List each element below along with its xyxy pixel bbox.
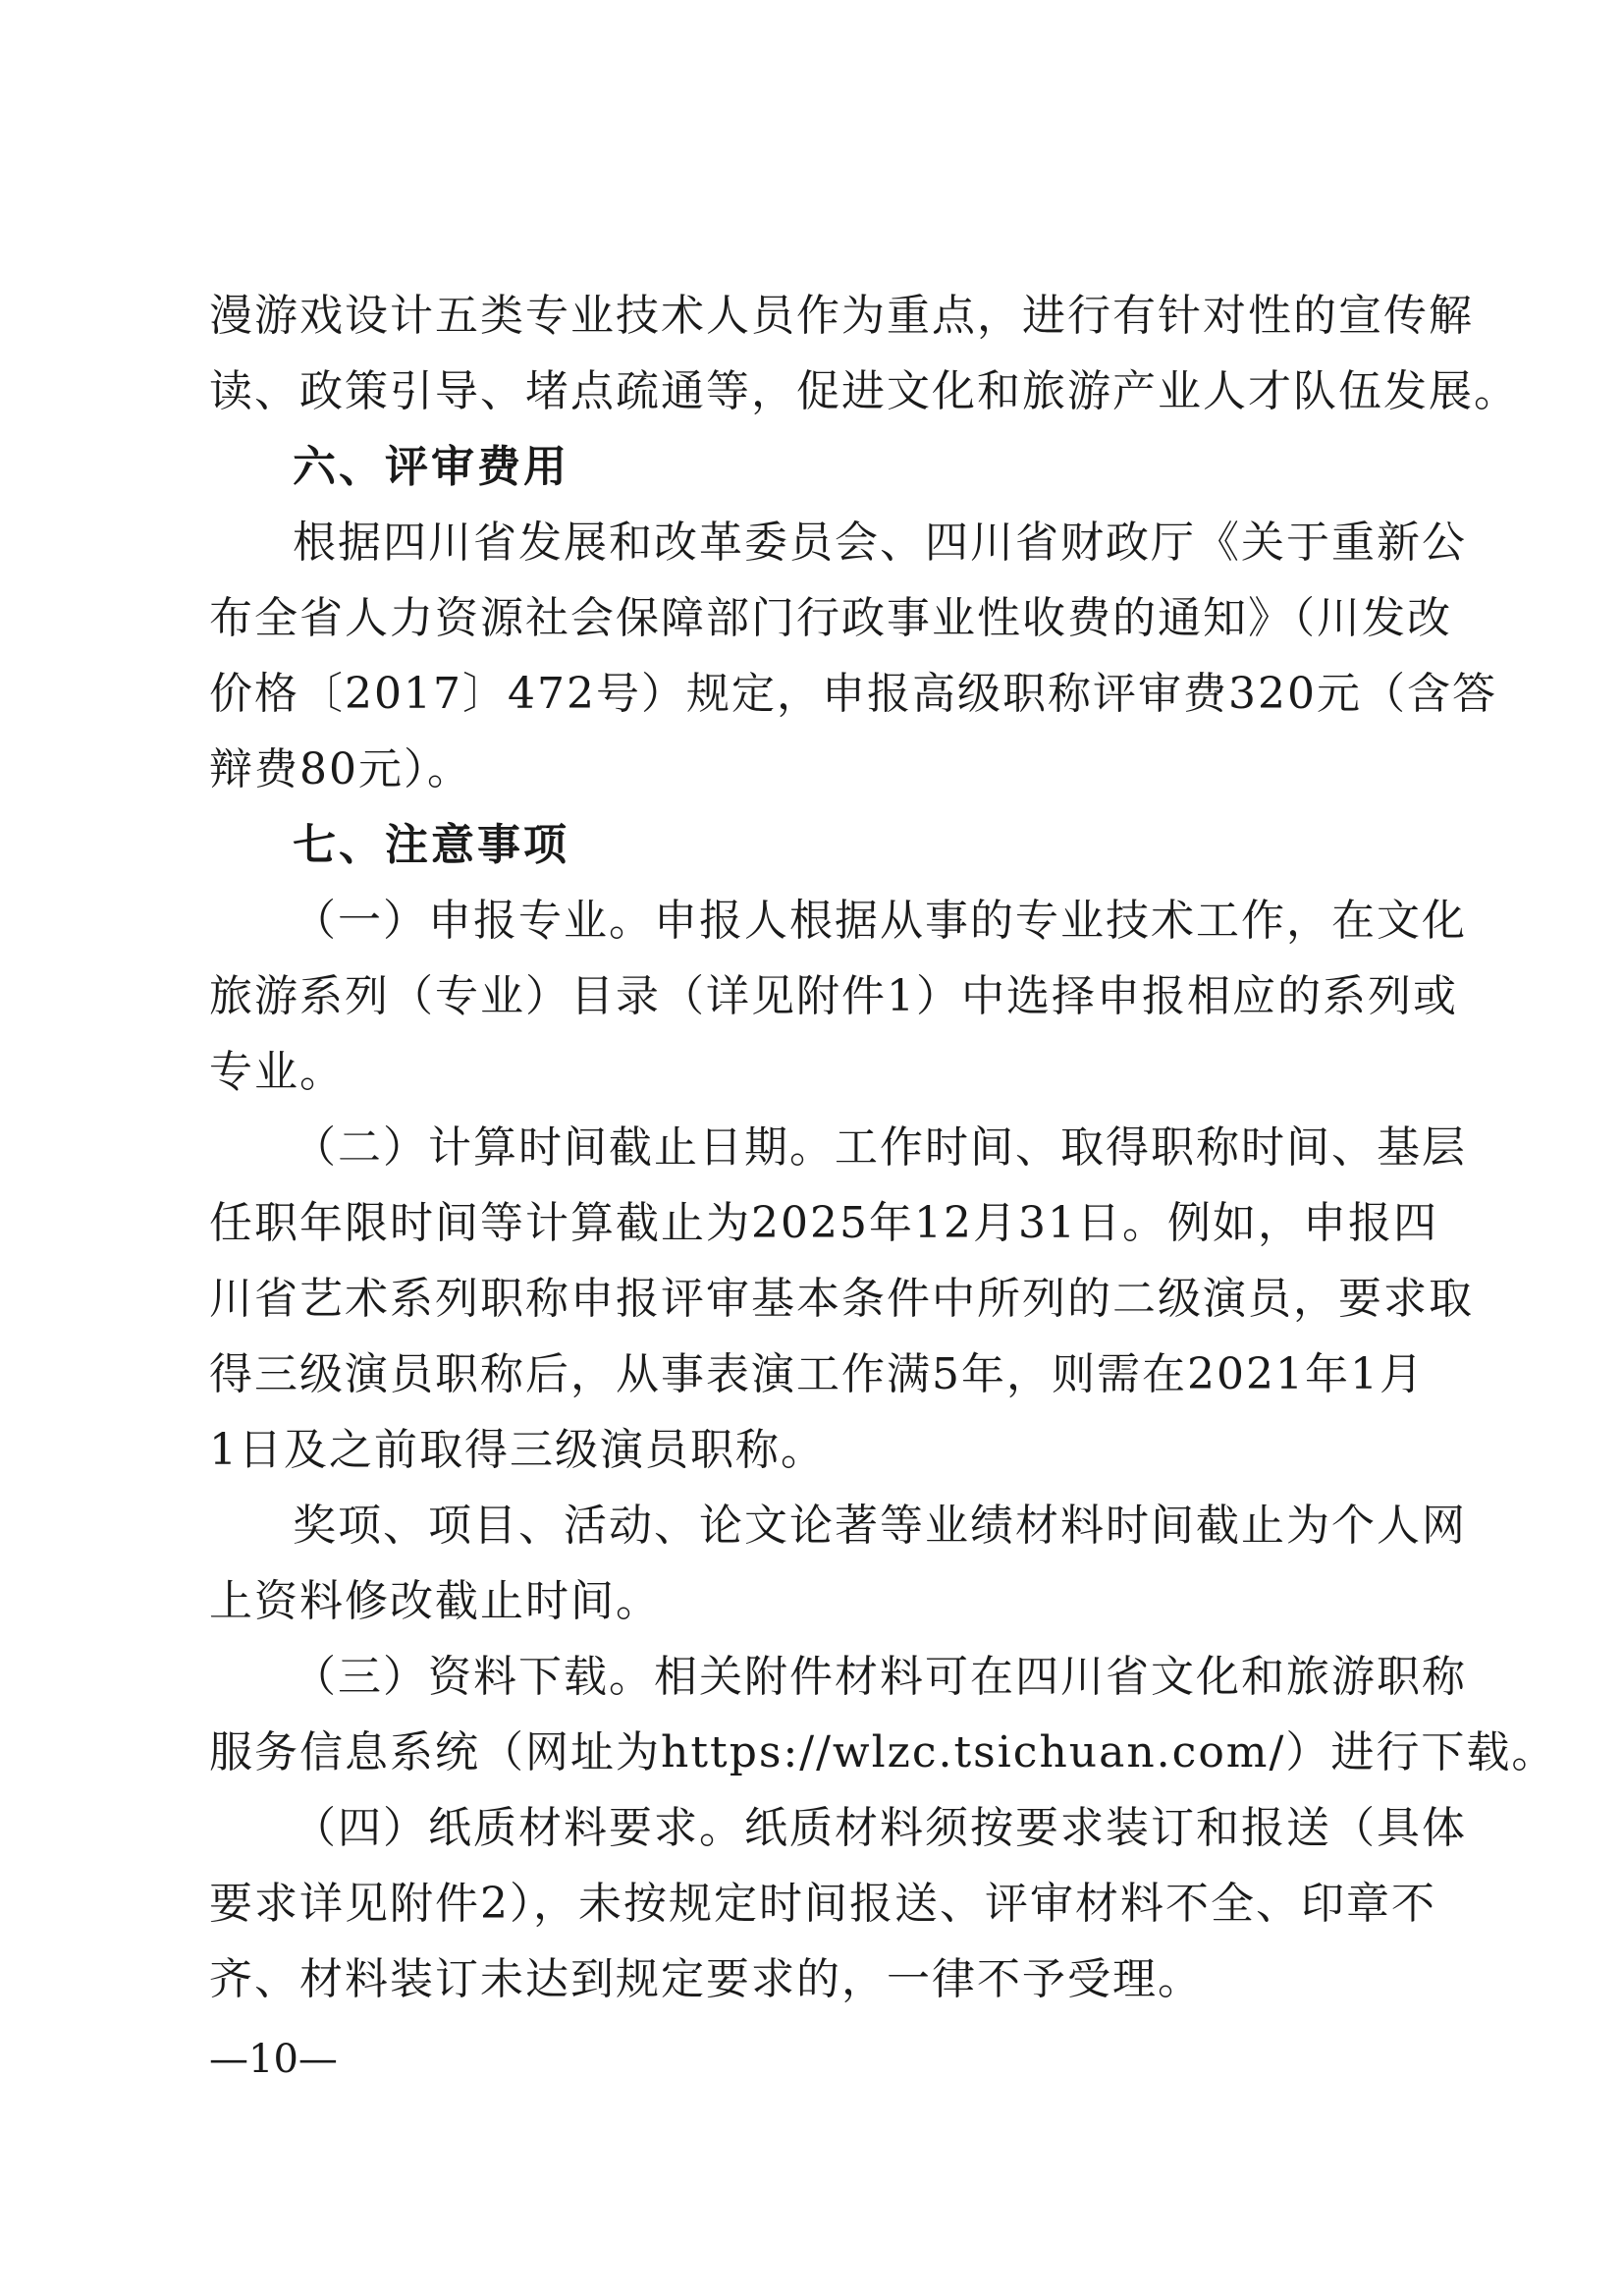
- text-line-10: 旅游系列（专业）目录（详见附件1）中选择申报相应的系列或: [209, 971, 1458, 1021]
- text-line-20: 服务信息系统（网址为https://wlzc.tsichuan.com/）进行下载。: [209, 1727, 1557, 1777]
- page-number: —10—: [209, 2037, 338, 2082]
- section-heading-notes: 七、注意事项: [293, 820, 569, 870]
- text-line-4: 根据四川省发展和改革委员会、四川省财政厅《关于重新公: [293, 518, 1467, 568]
- text-line-13: 任职年限时间等计算截止为2025年12月31日。例如，申报四: [209, 1198, 1438, 1248]
- text-line-6: 价格〔2017〕472号）规定，申报高级职称评审费320元（含答: [209, 669, 1497, 719]
- text-line-5: 布全省人力资源社会保障部门行政事业性收费的通知》（川发改: [209, 593, 1452, 643]
- text-line-11: 专业。: [209, 1047, 345, 1097]
- text-line-9: （一）申报专业。申报人根据从事的专业技术工作，在文化: [293, 896, 1467, 946]
- text-line-22: 要求详见附件2），未按规定时间报送、评审材料不全、印章不: [209, 1879, 1436, 1929]
- text-line-19: （三）资料下载。相关附件材料可在四川省文化和旅游职称: [293, 1652, 1467, 1702]
- text-line-7: 辩费80元）。: [209, 744, 472, 794]
- text-line-16: 1日及之前取得三级演员职称。: [209, 1425, 826, 1475]
- text-line-23: 齐、材料装订未达到规定要求的，一律不予受理。: [209, 1954, 1203, 2004]
- text-line-2: 读、政策引导、堵点疏通等，促进文化和旅游产业人才队伍发展。: [209, 366, 1519, 416]
- section-heading-fees: 六、评审费用: [293, 442, 569, 492]
- text-line-21: （四）纸质材料要求。纸质材料须按要求装订和报送（具体: [293, 1803, 1467, 1853]
- text-line-18: 上资料修改截止时间。: [209, 1576, 661, 1626]
- text-line-17: 奖项、项目、活动、论文论著等业绩材料时间截止为个人网: [293, 1501, 1467, 1551]
- text-line-1: 漫游戏设计五类专业技术人员作为重点，进行有针对性的宣传解: [209, 291, 1474, 341]
- text-line-14: 川省艺术系列职称申报评审基本条件中所列的二级演员，要求取: [209, 1274, 1474, 1324]
- text-line-15: 得三级演员职称后，从事表演工作满5年，则需在2021年1月: [209, 1349, 1425, 1399]
- text-line-12: （二）计算时间截止日期。工作时间、取得职称时间、基层: [293, 1122, 1467, 1173]
